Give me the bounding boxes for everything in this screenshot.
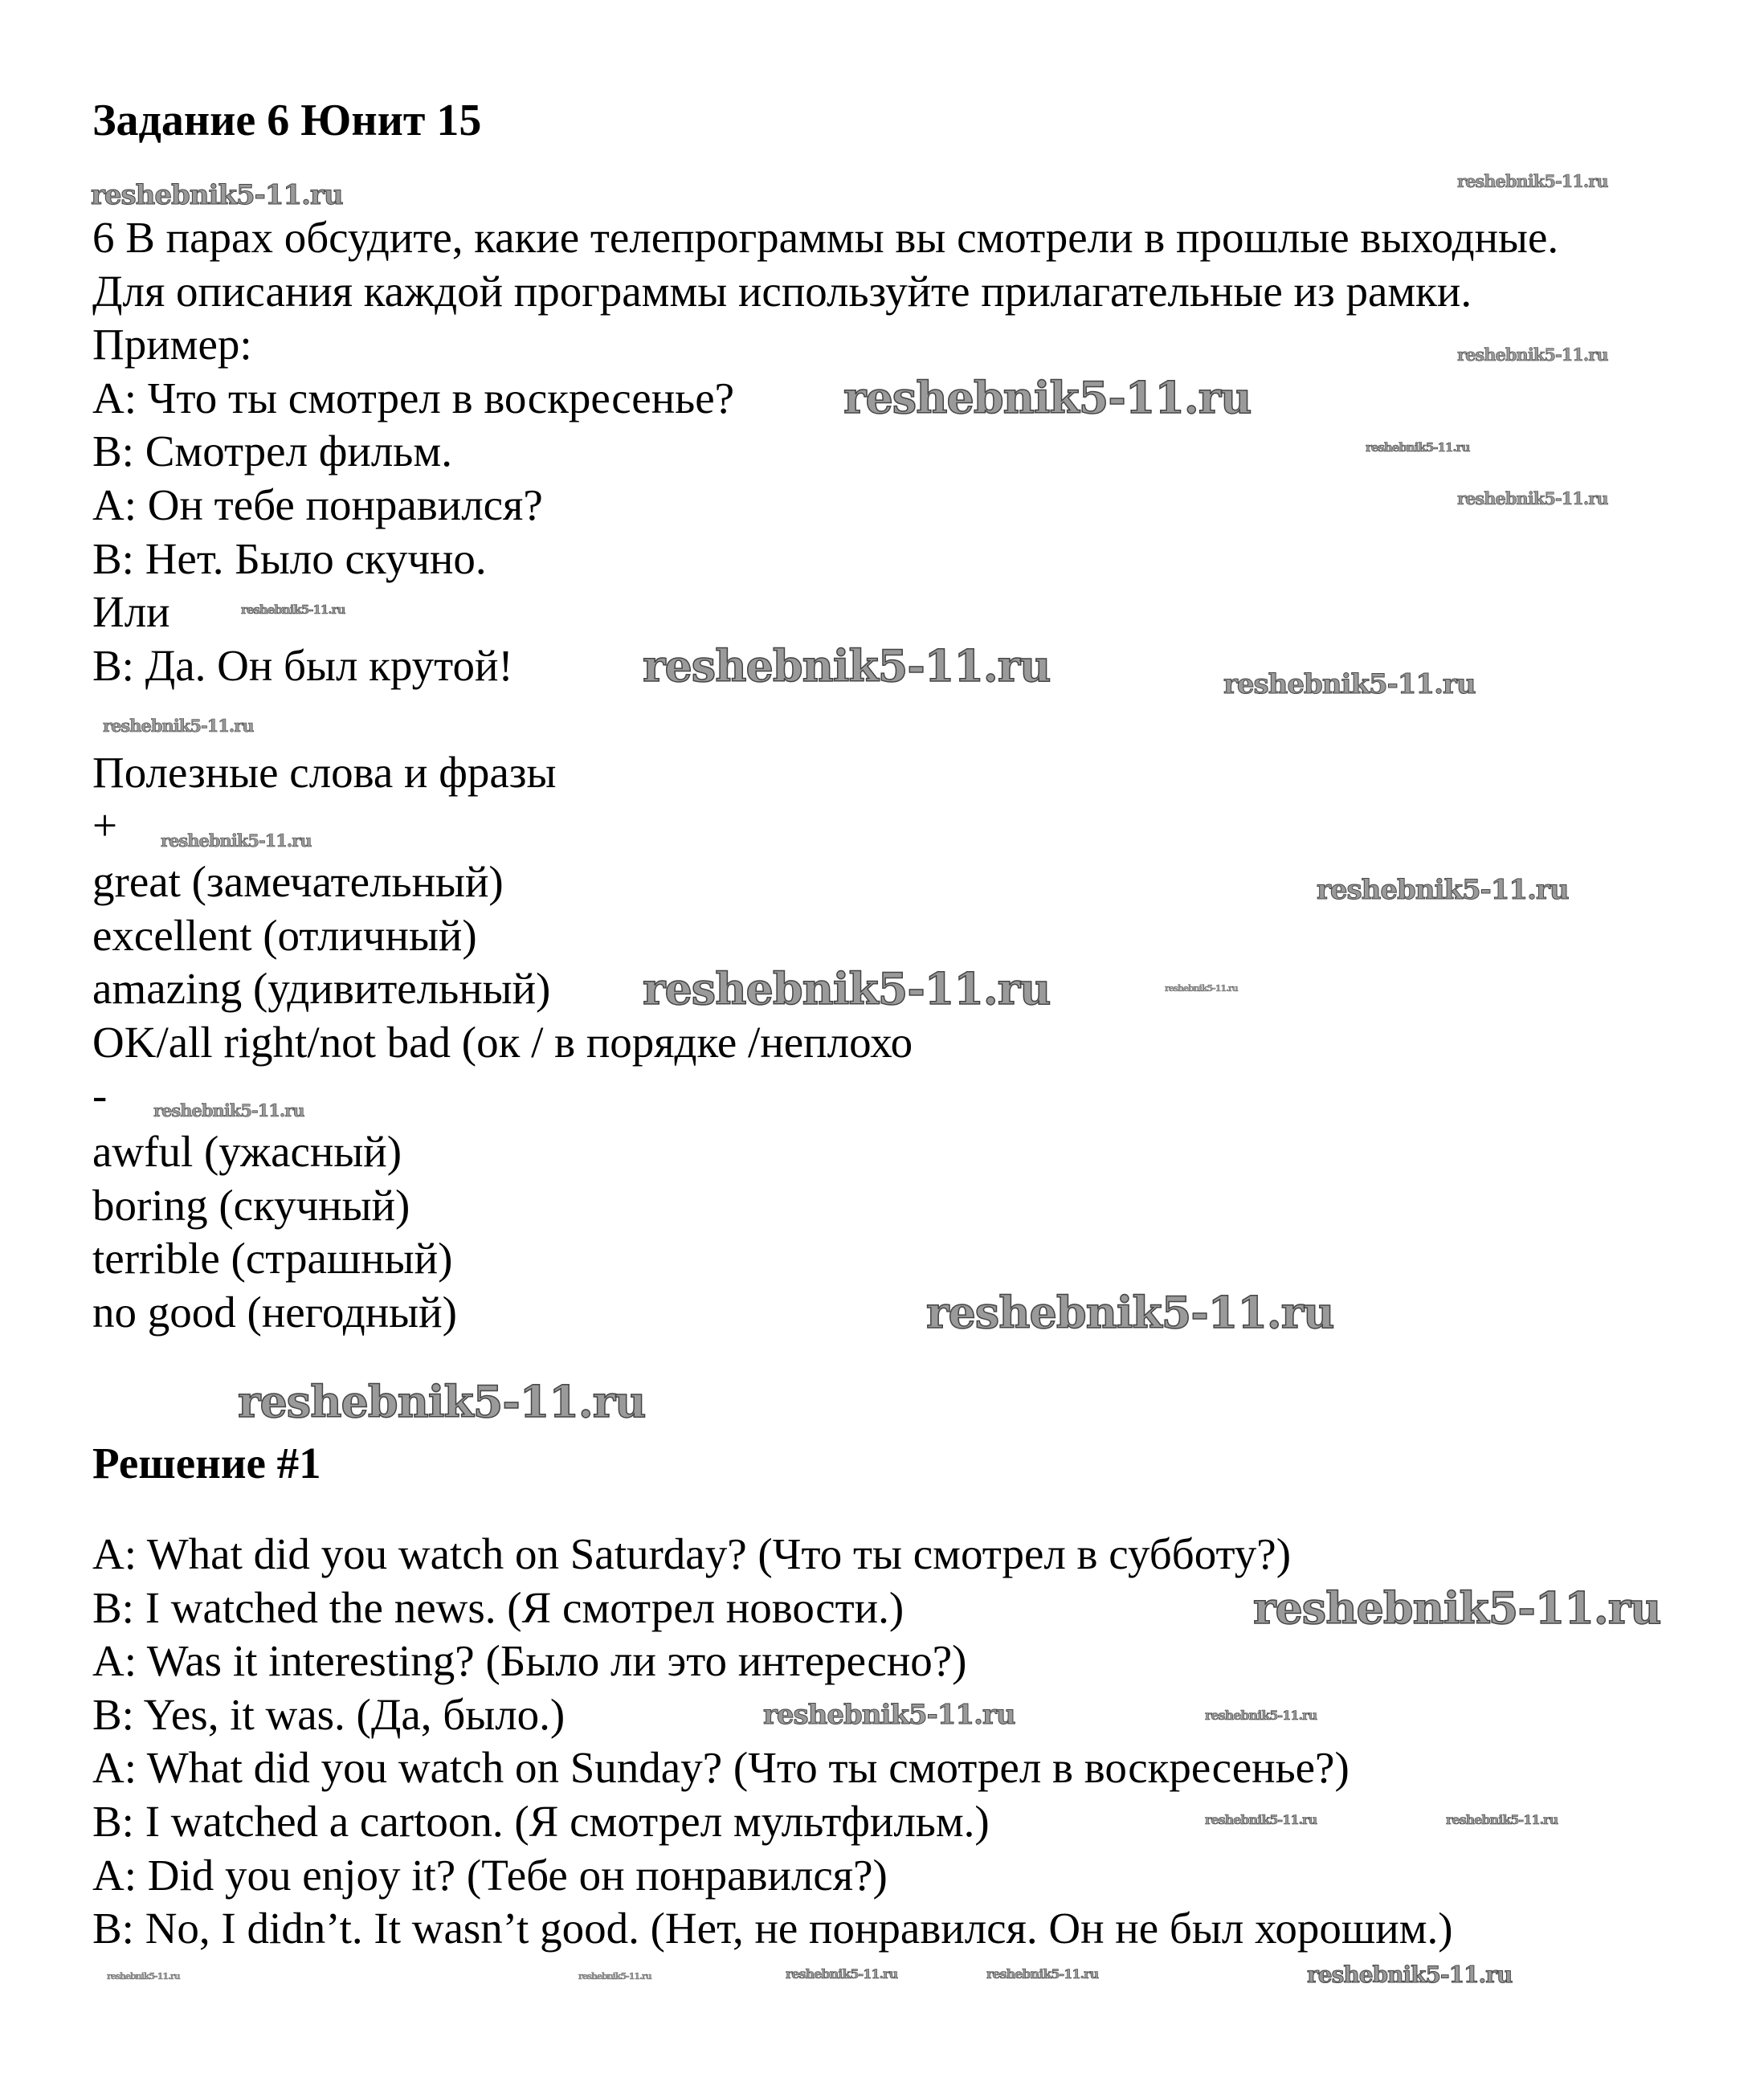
negative-word: boring (скучный)	[92, 1181, 410, 1230]
watermark: reshebnik5-11.ru	[1205, 1812, 1317, 1827]
dialogue-line: B: Смотрел фильм.	[92, 427, 452, 476]
example-label: Пример:	[92, 320, 252, 369]
watermark: reshebnik5-11.ru	[1457, 171, 1608, 191]
dialogue-line: A: Он тебе понравился?	[92, 480, 543, 529]
page-title: Задание 6 Юнит 15	[92, 96, 482, 145]
watermark: reshebnik5-11.ru	[578, 1971, 651, 1982]
dialogue-line: Или	[92, 587, 170, 636]
minus-sign: -	[92, 1071, 108, 1120]
watermark: reshebnik5-11.ru	[986, 1966, 1099, 1982]
task-instruction: Для описания каждой программы используйте прилагательные из рамки.	[92, 267, 1472, 316]
watermark: reshebnik5-11.ru	[1307, 1961, 1513, 1988]
watermark: reshebnik5-11.ru	[643, 963, 1051, 1014]
dialogue-line: B: Да. Он был крутой!	[92, 641, 513, 690]
positive-word: excellent (отличный)	[92, 911, 477, 960]
negative-word: terrible (страшный)	[92, 1234, 453, 1283]
watermark: reshebnik5-11.ru	[91, 179, 343, 211]
useful-heading: Полезные слова и фразы	[92, 748, 557, 797]
solution-line: B: I watched a cartoon. (Я смотрел мультфильм.)	[92, 1797, 990, 1846]
watermark: reshebnik5-11.ru	[1253, 1582, 1661, 1634]
watermark: reshebnik5-11.ru	[1457, 345, 1608, 365]
watermark: reshebnik5-11.ru	[153, 1100, 304, 1120]
solution-heading: Решение #1	[92, 1439, 321, 1488]
solution-line: A: What did you watch on Saturday? (Что ты смотрел в субботу?)	[92, 1529, 1292, 1578]
solution-line: B: I watched the news. (Я смотрел новости.)	[92, 1583, 904, 1632]
watermark: reshebnik5-11.ru	[241, 602, 345, 617]
watermark: reshebnik5-11.ru	[107, 1971, 180, 1982]
watermark: reshebnik5-11.ru	[763, 1699, 1015, 1731]
watermark: reshebnik5-11.ru	[1165, 983, 1238, 994]
watermark: reshebnik5-11.ru	[161, 831, 312, 851]
watermark: reshebnik5-11.ru	[843, 372, 1252, 423]
solution-line: A: Did you enjoy it? (Тебе он понравился?)	[92, 1851, 888, 1900]
watermark: reshebnik5-11.ru	[1366, 440, 1470, 455]
watermark: reshebnik5-11.ru	[786, 1966, 898, 1982]
watermark: reshebnik5-11.ru	[1446, 1812, 1558, 1827]
positive-word: great (замечательный)	[92, 857, 504, 906]
solution-line: B: No, I didn’t. It wasn’t good. (Нет, не понравился. Он не был хорошим.)	[92, 1904, 1453, 1953]
negative-word: awful (ужасный)	[92, 1127, 402, 1176]
watermark: reshebnik5-11.ru	[1223, 668, 1476, 700]
watermark: reshebnik5-11.ru	[926, 1287, 1334, 1338]
positive-word: amazing (удивительный)	[92, 964, 551, 1013]
dialogue-line: B: Нет. Было скучно.	[92, 534, 487, 583]
dialogue-line: A: Что ты смотрел в воскресенье?	[92, 373, 735, 422]
plus-sign: +	[92, 801, 118, 850]
solution-line: B: Yes, it was. (Да, было.)	[92, 1690, 566, 1739]
watermark: reshebnik5-11.ru	[1317, 874, 1569, 906]
watermark: reshebnik5-11.ru	[1457, 488, 1608, 508]
task-instruction: 6 В парах обсудите, какие телепрограммы вы смотрели в прошлые выходные.	[92, 213, 1559, 262]
solution-line: A: Was it interesting? (Было ли это интересно?)	[92, 1636, 967, 1685]
positive-word: OK/all right/not bad (ок / в порядке /неплохо	[92, 1018, 913, 1067]
watermark: reshebnik5-11.ru	[1205, 1708, 1317, 1723]
negative-word: no good (негодный)	[92, 1288, 457, 1337]
watermark: reshebnik5-11.ru	[103, 716, 254, 736]
watermark: reshebnik5-11.ru	[238, 1376, 646, 1427]
solution-line: A: What did you watch on Sunday? (Что ты смотрел в воскресенье?)	[92, 1743, 1350, 1792]
watermark: reshebnik5-11.ru	[643, 640, 1051, 692]
